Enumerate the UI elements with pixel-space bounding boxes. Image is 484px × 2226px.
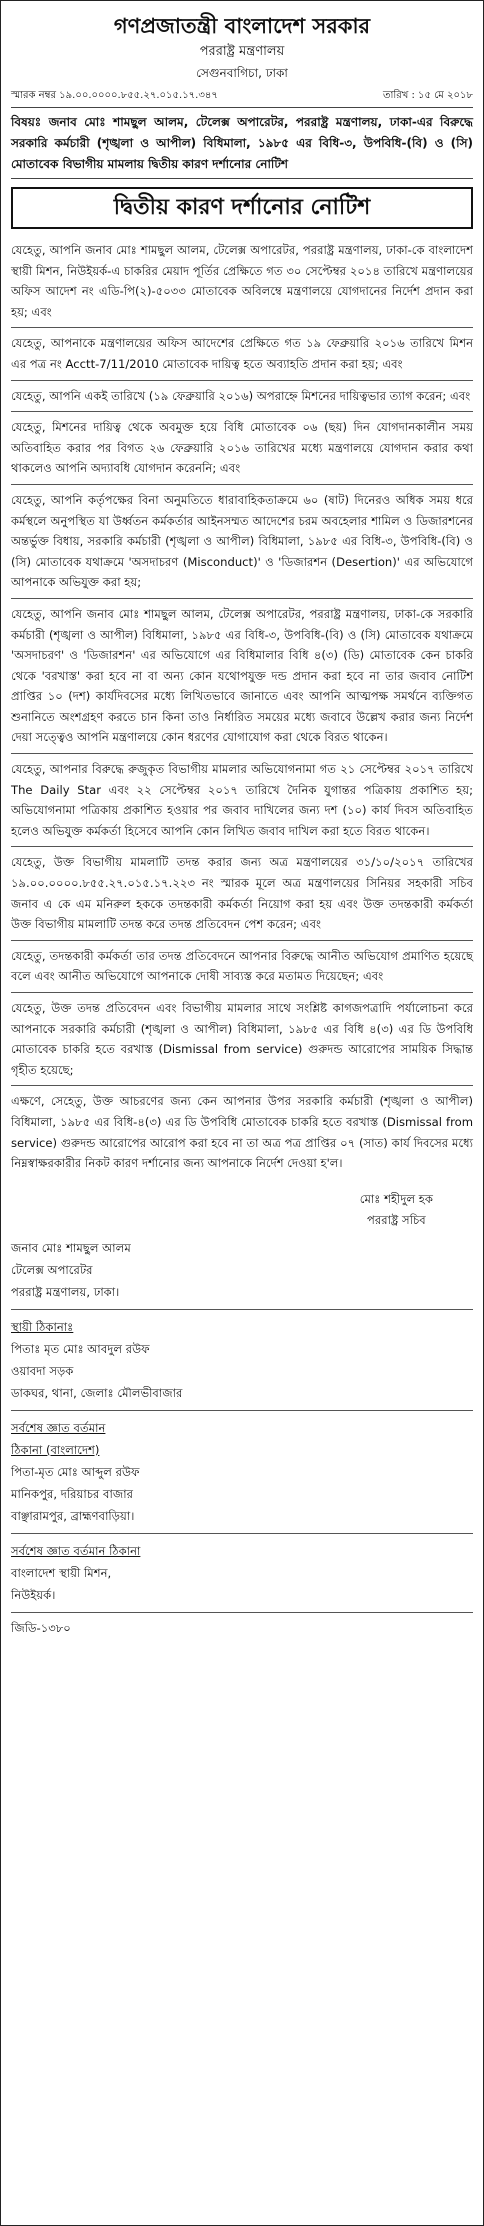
notice-body [11, 235, 473, 1179]
document-code: জিডি-১৩৮০ [11, 1620, 71, 1635]
memo-number: স্মারক নম্বর ১৯.০০.০০০০.৮৫৫.২৭.০১৫.১৭.৩৪৭ [11, 90, 218, 101]
recipient-office: পররাষ্ট্র মন্ত্রণালয়, ঢাকা। [11, 1284, 120, 1299]
ministry-name: পররাষ্ট্র মন্ত্রণালয় [199, 44, 285, 59]
office-address: সেগুনবাগিচা, ঢাকা [196, 66, 288, 80]
paragraph: যেহেতু, আপনি একই তারিখে (১৯ ফেব্রুয়ারি ২০১৬) অপরাহ্নে মিশনের দায়িত্বভার ত্যাগ করেন; এবং [11, 381, 473, 413]
government-title: গণপ্রজাতন্ত্রী বাংলাদেশ সরকার [113, 14, 371, 38]
signature-block [11, 1189, 473, 1231]
address-line: বাঞ্ছারামপুর, ব্রাহ্মণবাড়িয়া। [11, 1508, 135, 1523]
address-line: পিতাঃ মৃত মোঃ আবদুল রউফ [11, 1341, 150, 1356]
permanent-address-heading: স্থায়ী ঠিকানাঃ [11, 1319, 74, 1334]
paragraph: যেহেতু, আপনার বিরুদ্ধে রুজুকৃত বিভাগীয় মামলার অভিযোগনামা গত ২১ সেপ্টেম্বর ২০১৭ তারিখে The Daily Star এবং ২২ সেপ্টেম্বর ২০১৭ তারিখে দৈনিক যুগান্তর পত্রিকায় প্রকাশিত হয়; অভিযোগনামা পত্রিকায় প্রকাশিত হওয়ার পর জবাব দাখিলের জন্য দশ (১০) কার্য দিবস অতিবাহিত হলেও অভিযুক্ত কর্মকর্তা হিসেবে আপনি কোন লিখিত জবাব দাখিল করা হতে বিরত থাকেন। [11, 754, 473, 847]
permanent-address-block [11, 1310, 473, 1411]
paragraph: যেহেতু, আপনি জনাব মোঃ শামছুল আলম, টেলেক্স অপারেটর, পররাষ্ট্র মন্ত্রণালয়, ঢাকা-কে বাংলাদেশ স্থায়ী মিশন, নিউইয়র্ক-এ চাকরির মেয়াদ পূর্তির প্রেক্ষিতে গত ৩০ সেপ্টেম্বর ২০১৪ তারিখে মন্ত্রণালয়ের অফিস আদেশ নং এডি-পি(২)-৫০৩৩ মোতাবেক অবিলম্বে মন্ত্রণালয়ে যোগদানের নির্দেশ প্রদান করা হয়; এবং [11, 235, 473, 328]
last-known-bd-address-block [11, 1411, 473, 1534]
paragraph: যেহেতু, উক্ত তদন্ত প্রতিবেদন এবং বিভাগীয় মামলার সাথে সংশ্লিষ্ট কাগজপত্রাদি পর্যালোচনা করে আপনাকে সরকারি কর্মচারী (শৃঙ্খলা ও আপীল) বিধিমালা, ১৯৮৫ এর বিধি ৪(৩) এর ডি উপবিধি মোতাবেক চাকরি হতে বরখাস্ত (Dismissal from service) গুরুদন্ড আরোপের সাময়িক সিদ্ধান্ত গৃহীত হয়েছে; [11, 993, 473, 1086]
address-line: মানিকপুর, দরিয়াচর বাজার [11, 1486, 133, 1501]
paragraph: যেহেতু, আপনি কর্তৃপক্ষের বিনা অনুমতিতে ধারাবাহিকতাক্রমে ৬০ (ষাট) দিনেরও অধিক সময় ধরে কর্মস্থলে অনুপস্থিত যা উর্ধ্বতন কর্মকর্তার আইনসম্মত আদেশের চরম অবহেলার শামিল ও ডিজারশনের অন্তর্ভুক্ত বিধায়, সরকারি কর্মচারী (শৃঙ্খলা ও আপীল) বিধিমালা, ১৯৮৫ এর বিধি-৩, উপবিধি-(বি) ও (সি) মোতাবেক যথাক্রমে 'অসদাচরণ (Misconduct)' ও 'ডিজারশন (Desertion)' এর অভিযোগে আপনাকে অভিযুক্ত করা হয়; [11, 485, 473, 599]
last-known-subheading: ঠিকানা (বাংলাদেশ) [11, 1442, 100, 1457]
last-known-abroad-address-block [11, 1534, 473, 1613]
last-known-abroad-heading: সর্বশেষ জ্ঞাত বর্তমান ঠিকানা [11, 1543, 141, 1558]
address-line: ডাকঘর, থানা, জেলাঃ মৌলভীবাজার [11, 1385, 183, 1400]
paragraph: যেহেতু, উক্ত বিভাগীয় মামলাটি তদন্ত করার জন্য অত্র মন্ত্রণালয়ের ৩১/১০/২০১৭ তারিখের ১৯.০০.০০০০.৮৫৫.২৭.০১৫.১৭.২২৩ নং স্মারক মূলে অত্র মন্ত্রণালয়ের সিনিয়র সহকারী সচিব জনাব এ কে এম মনিরুল হককে তদন্তকারী কর্মকর্তা নিয়োগ করা হয় এবং উক্ত তদন্তকারী কর্মকর্তা উক্ত বিভাগীয় মামলাটি তদন্ত করে তদন্ত প্রতিবেদন পেশ করেন; এবং [11, 847, 473, 940]
recipient-block [11, 1231, 473, 1310]
subject-line: বিষয়ঃ জনাব মোঃ শামছুল আলম, টেলেক্স অপারেটর, পররাষ্ট্র মন্ত্রণালয়, ঢাকা-এর বিরুদ্ধে সরকারি কর্মচারী (শৃঙ্খলা ও আপীল) বিধিমালা, ১৯৮৫ এর বিধি-৩, উপবিধি-(বি) ও (সি) মোতাবেক বিভাগীয় মামলায় দ্বিতীয় কারণ দর্শানোর নোটিশ [11, 112, 473, 179]
signatory-designation: পররাষ্ট্র সচিব [366, 1212, 426, 1227]
address-line: নিউইয়র্ক। [11, 1587, 56, 1602]
last-known-heading: সর্বশেষ জ্ঞাত বর্তমান [11, 1420, 106, 1435]
address-line: পিতা-মৃত মোঃ আব্দুল রউফ [11, 1464, 140, 1479]
paragraph: যেহেতু, আপনি জনাব মোঃ শামছুল আলম, টেলেক্স অপারেটর, পররাষ্ট্র মন্ত্রণালয়, ঢাকা-কে সরকারি কর্মচারী (শৃঙ্খলা ও আপীল) বিধিমালা, ১৯৮৫ এর বিধি-৩, উপবিধি-(বি) ও (সি) মোতাবেক যথাক্রমে 'অসদাচরণ' ও 'ডিজারশন' এর অভিযোগে এর বিধিমালার বিধি ৪(৩) (ডি) মোতাবেক কেন চাকরি থেকে 'বরখাস্ত' করা হবে না বা অন্য কোন যথোপযুক্ত দন্ড প্রদান করা হবে না তার জবাব নোটিশ প্রাপ্তির ১০ (দশ) কার্যদিবসের মধ্যে লিখিতভাবে জানাতে এবং আপনি আত্মপক্ষ সমর্থনে ব্যক্তিগত শুনানিতে অংশগ্রহণ করতে চান কিনা তাও নির্ধারিত সময়ের মধ্যে জবাবে উল্লেখ করার জন্য নির্দেশ দেয়া সত্ত্বেও আপনি মন্ত্রণালয়ে কোন ধরণের যোগাযোগ করা থেকে বিরত থাকেন। [11, 599, 473, 754]
paragraph: যেহেতু, তদন্তকারী কর্মকর্তা তার তদন্ত প্রতিবেদনে আপনার বিরুদ্ধে আনীত অভিযোগ প্রমাণিত হয়েছে বলে এবং আনীত অভিযোগে আপনাকে দোষী সাব্যস্ত করে মতামত দিয়েছেন; এবং [11, 941, 473, 993]
memo-row [11, 87, 473, 108]
paragraph: যেহেতু, মিশনের দায়িত্ব থেকে অবমুক্ত হয়ে বিধি মোতাবেক ০৬ (ছয়) দিন যোগদানকালীন সময় অতিবাহিত করার পর বিগত ২৬ ফেব্রুয়ারি ২০১৬ তারিখের মধ্যে মন্ত্রণালয়ে যোগদান করার কথা থাকলেও আপনি অদ্যাবধি যোগদান করেননি; এবং [11, 412, 473, 485]
address-line: ওয়াবদা সড়ক [11, 1363, 74, 1378]
memo-date: তারিখ : ১৫ মে ২০১৮ [383, 90, 473, 101]
notice-title: দ্বিতীয় কারণ দর্শানোর নোটিশ [11, 187, 473, 229]
paragraph: এক্ষণে, সেহেতু, উক্ত আচরণের জন্য কেন আপনার উপর সরকারি কর্মচারী (শৃঙ্খলা ও আপীল) বিধিমালা, ১৯৮৫ এর বিধি-৪(৩) এর ডি উপবিধি মোতাবেক চাকরি হতে বরখাস্ত (Dismissal from service) গুরুদন্ড আরোপের আরোপ করা হবে না তা অত্র পত্র প্রাপ্তির ০৭ (সাত) কার্য দিবসের মধ্যে নিম্নস্বাক্ষরকারীর নিকট কারণ দর্শানোর জন্য আপনাকে নির্দেশ দেওয়া হ'ল। [11, 1094, 473, 1171]
recipient-name: জনাব মোঃ শামছুল আলম [11, 1240, 131, 1255]
address-line: বাংলাদেশ স্থায়ী মিশন, [11, 1565, 112, 1580]
signatory-name: মোঃ শহীদুল হক [359, 1191, 433, 1206]
paragraph: যেহেতু, আপনাকে মন্ত্রণালয়ের অফিস আদেশের প্রেক্ষিতে গত ১৯ ফেব্রুয়ারি ২০১৬ তারিখে মিশন এর পত্র নং Acctt-7/11/2010 মোতাবেক দায়িত্ব হতে অব্যাহতি প্রদান করা হয়; এবং [11, 328, 473, 380]
recipient-designation: টেলেক্স অপারেটর [11, 1262, 93, 1277]
